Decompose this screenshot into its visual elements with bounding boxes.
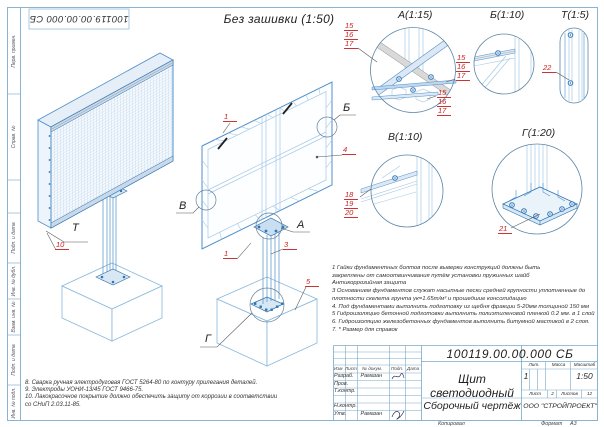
- title-block-row: [334, 388, 422, 394]
- detail-view-t: [560, 28, 588, 103]
- detail-view-title: А(1:15): [398, 9, 433, 21]
- doc-number: 100119.00.00.000 СБ: [446, 347, 574, 361]
- side-column-label: Инв. № дубл.: [11, 265, 17, 297]
- note-line: Антикоррозийная защита: [332, 280, 407, 287]
- title-block-role: Н.контр.: [334, 403, 357, 409]
- title-block-column-header: Подп.: [391, 366, 404, 371]
- side-column-label: Подп. и дата: [11, 344, 17, 376]
- callout-number: 4: [342, 146, 356, 155]
- callout-number: 15: [437, 89, 451, 98]
- side-column-label: Перв. примен.: [11, 34, 17, 68]
- middle-view-frame: [196, 82, 337, 366]
- callout-number: 15: [456, 54, 470, 63]
- callout-number: 16: [456, 63, 470, 72]
- title-block-column-header: Дата: [407, 366, 420, 371]
- callout-number: 19: [344, 200, 358, 209]
- side-column-label: Подп. и дата: [11, 222, 17, 254]
- title-block-column-header: № докум.: [362, 366, 383, 371]
- callout-number: 15: [344, 22, 358, 31]
- scale-label: Масштаб: [573, 362, 596, 367]
- title-block-role: Утв.: [334, 411, 347, 417]
- document-type: Сборочный чертёж: [423, 400, 521, 412]
- title-block-row: [334, 411, 422, 417]
- side-column-label: Справ. №: [11, 125, 17, 149]
- general-notes: [332, 265, 595, 334]
- view-letter-label: Г: [205, 333, 211, 345]
- callout-number: 21: [498, 225, 512, 234]
- note-line: плотности скелета грунта γк=1.65т/м³ и прошедшие консолидацию: [332, 295, 527, 302]
- detail-view-b: [474, 34, 534, 94]
- title-block-role: Разраб.: [334, 373, 354, 379]
- sheets-value: 12: [586, 391, 593, 396]
- callout-number: 20: [344, 209, 358, 218]
- view-letter-label: Т: [72, 222, 79, 234]
- copied-by-label: Копировал: [438, 421, 465, 427]
- note-line: 5 Гидроизоляцию бетонной подготовки выполнить полиэтиленовой пленкой 0.2 мм. в 1 слой: [332, 311, 595, 318]
- note-line: 10. Лакокрасочное покрытие должно обеспечить защиту от коррозии в соответствии: [25, 394, 278, 401]
- detail-view-g: [492, 144, 582, 234]
- view-letter-label: Б: [343, 102, 351, 114]
- view-letter-label: А: [297, 219, 305, 231]
- callout-number: 18: [344, 191, 358, 200]
- welding-notes: [25, 380, 277, 409]
- callout-number: 10: [55, 241, 69, 250]
- note-line: со СНиП 2.03.11-85.: [25, 401, 81, 408]
- product-name: Щит светодиодный: [430, 372, 514, 400]
- detail-view-title: В(1:10): [388, 131, 423, 143]
- mass-label: Масса: [551, 362, 566, 367]
- callout-number: 1: [223, 113, 237, 122]
- note-line: 9. Электроды УОНИ-13/45 ГОСТ 9466-75.: [25, 387, 144, 394]
- title-block-role: Пров.: [334, 381, 349, 387]
- title-block-row: [334, 381, 422, 387]
- title-block-person: Рамазан: [360, 411, 383, 417]
- callout-number: 17: [437, 107, 451, 116]
- sheet-value: 2: [551, 391, 554, 396]
- side-column-label: Взам. инв. №: [11, 301, 17, 333]
- lit-label: Лит.: [528, 362, 540, 367]
- left-view-billboard: [38, 53, 173, 341]
- note-line: 1 Гайки фундаментных болтов после выверки конструкций должны быть: [332, 265, 541, 271]
- title-block-column-header: Изм: [334, 366, 343, 371]
- format-label: Формат: [541, 421, 563, 427]
- note-line: 3 Основанием фундаментов служат насыпные пески средней крупности уплотненные до: [332, 288, 586, 295]
- title-block-column-header: Лист: [345, 366, 357, 371]
- lit-value: 1: [523, 371, 529, 381]
- title-block-role: Т.контр.: [334, 388, 356, 394]
- callout-number: 17: [344, 40, 358, 49]
- title-block-row: [334, 403, 422, 409]
- detail-view-title: Г(1:20): [522, 127, 556, 139]
- scale-value: 1:50: [576, 371, 593, 381]
- note-line: 6. Гидроизоляцию железобетонных фундаментов выполнить битумной мастикой в 2 слоя.: [332, 318, 590, 325]
- title-block-row: [334, 373, 422, 379]
- company-name: ООО "СТРОЙПРОЕКТ": [523, 403, 597, 410]
- side-column-label: Инв. № подл.: [11, 387, 17, 419]
- view-letter-label: В: [179, 200, 187, 212]
- callout-number: 1: [223, 250, 237, 259]
- note-line: закреплены от самоотвинчивания путём установки пружинных шайб: [332, 272, 530, 279]
- callout-number: 3: [283, 241, 297, 250]
- note-line: 7. * Размер для справок: [332, 326, 398, 333]
- sheets-label: Листов: [561, 391, 578, 396]
- title-block-person: Рамазан: [360, 373, 383, 379]
- detail-view-title: Б(1:10): [490, 9, 525, 21]
- detail-view-v: [361, 155, 443, 227]
- callout-number: 16: [437, 98, 451, 107]
- note-line: 4. Под фундаментами выполнить подготовку из щебня фракции 5-20мм толщиной 150 мм: [332, 303, 590, 310]
- note-line: 8. Сварка ручная электродуговая ГОСТ 5264-80 по контуру прилегания деталей.: [25, 380, 258, 386]
- main-view-title: Без зашивки (1:50): [223, 12, 335, 26]
- detail-view-title: Т(1:5): [561, 9, 590, 21]
- sheet-label: Лист: [529, 391, 541, 396]
- callout-number: 16: [344, 31, 358, 40]
- callout-number: 17: [456, 72, 470, 81]
- format-value: А3: [570, 421, 577, 427]
- top-left-stamp: 100119.00.00.000 СБ: [29, 13, 129, 25]
- callout-number: 5: [305, 278, 319, 287]
- callout-number: 22: [542, 64, 556, 73]
